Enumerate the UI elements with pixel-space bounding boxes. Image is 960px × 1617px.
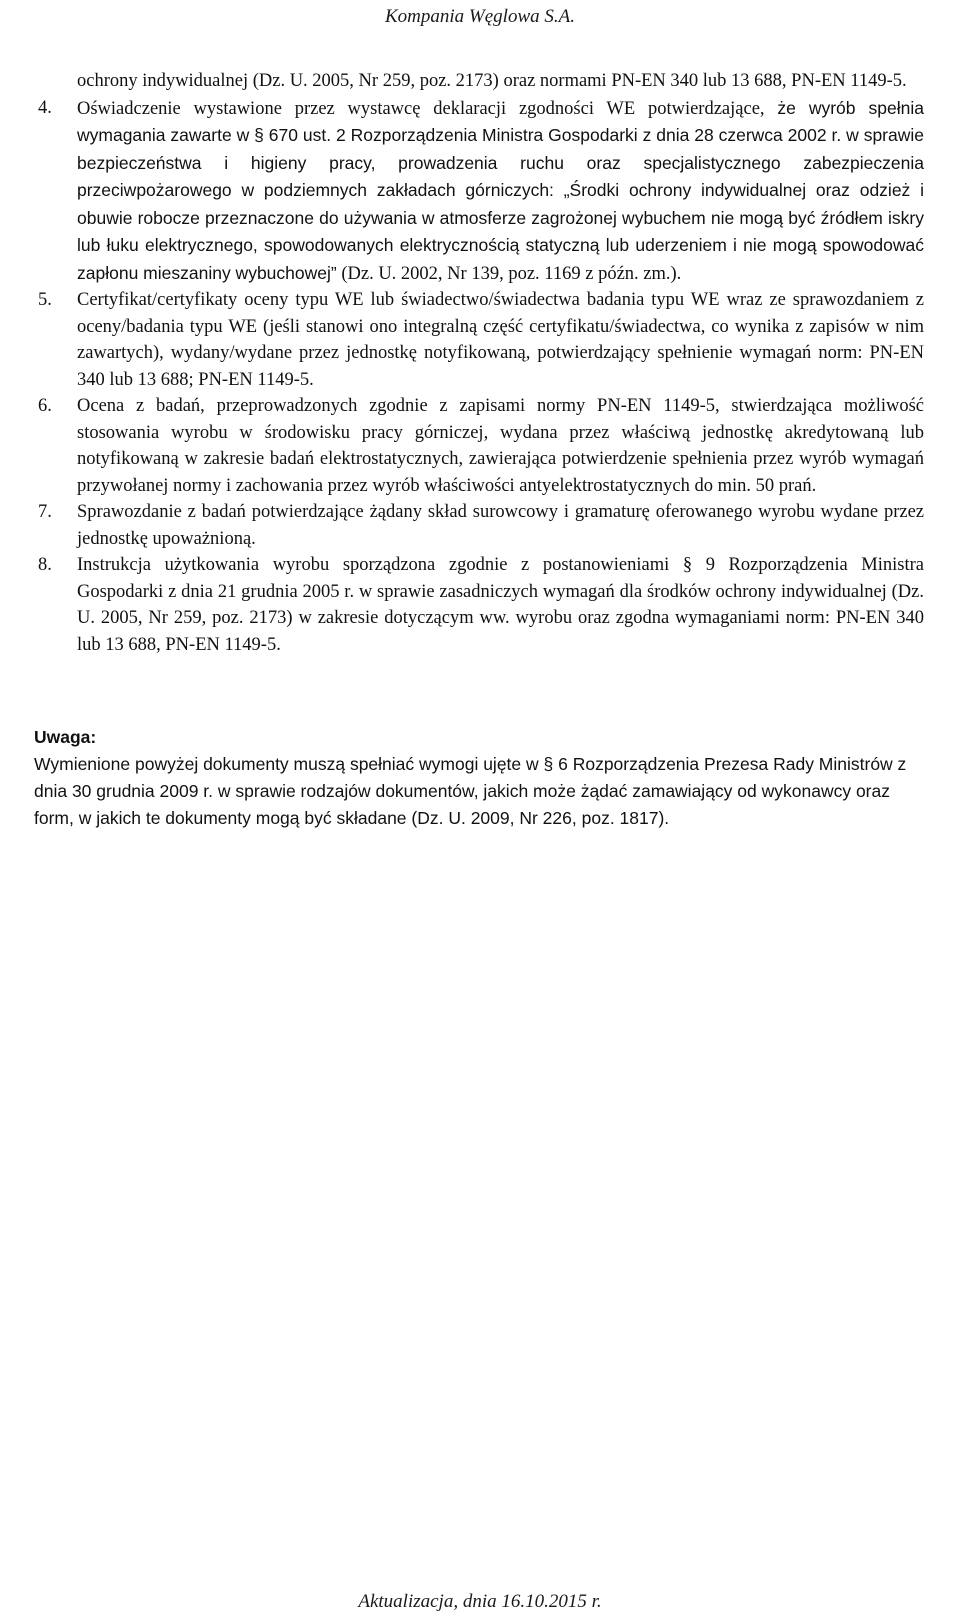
list-item-5 <box>34 287 924 393</box>
page-header-company: Kompania Węglowa S.A. <box>385 6 575 27</box>
item-number: 6. <box>38 396 52 416</box>
requirements-list <box>34 68 924 658</box>
item-number: 8. <box>38 555 52 575</box>
item-number: 5. <box>38 290 52 310</box>
list-item-4 <box>34 95 924 288</box>
item-text: Sprawozdanie z badań potwierdzające żądany skład surowcowy i gramaturę oferowanego wyrobu wydane przez jednostkę upoważnioną. <box>77 502 924 549</box>
item-text: Instrukcja użytkowania wyrobu sporządzona zgodnie z postanowieniami § 9 Rozporządzenia Ministra Gospodarki z dnia 21 grudnia 2005 r. w sprawie zasadniczych wymagań dla środków ochrony indywidualnej (Dz. U. 2005, Nr 259, poz. 2173) w zakresie dotyczącym ww. wyrobu oraz zgodna wymaganiami norm: PN-EN 340 lub 13 688, PN-EN 1149-5. <box>77 555 924 655</box>
document-body <box>34 68 924 832</box>
page-footer-update-date: Aktualizacja, dnia 16.10.2015 r. <box>358 1591 602 1612</box>
list-item-6 <box>34 393 924 499</box>
item-text-sans: że wyrób spełnia wymagania zawarte w § 670 ust. 2 Rozporządzenia Ministra Gospodarki z dnia 28 czerwca 2002 r. w sprawie bezpieczeństwa i higieny pracy, prowadzenia ruchu oraz specjalistycznego zabezpieczenia przeciwpożarowego w podziemnych zakładach górniczych: „Środki ochrony indywidualnej oraz odzież i obuwie robocze przeznaczone do używania w atmosferze zagrożonej wybuchem nie mogą być źródłem iskry lub łuku elektrycznego, spowodowanych elektrycznością statyczną lub uderzeniem i nie mogą spowodować zapłonu mieszaniny wybuchowej” <box>77 97 924 283</box>
note-section <box>34 724 924 832</box>
item-text-serif: Oświadczenie wystawione przez wystawcę deklaracji zgodności WE potwierdzające, <box>77 98 778 119</box>
list-item-continuation <box>34 68 924 95</box>
list-item-8 <box>34 552 924 658</box>
item-number: 7. <box>38 502 52 522</box>
note-body: Wymienione powyżej dokumenty muszą spełniać wymogi ujęte w § 6 Rozporządzenia Prezesa Rady Ministrów z dnia 30 grudnia 2009 r. w sprawie rodzajów dokumentów, jakich może żądać zamawiający od wykonawcy oraz form, w jakich te dokumenty mogą być składane (Dz. U. 2009, Nr 226, poz. 1817). <box>34 754 907 828</box>
item-number: 4. <box>38 97 52 118</box>
item-text: Certyfikat/certyfikaty oceny typu WE lub świadectwo/świadectwa badania typu WE wraz ze sprawozdaniem z oceny/badania typu WE (jeśli stanowi ono integralną część certyfikatu/świadectwa, co wynika z zapisów w nim zawartych), wydany/wydane przez jednostkę notyfikowaną, potwierdzający spełnienie wymagań norm: PN-EN 340 lub 13 688; PN-EN 1149-5. <box>77 290 924 390</box>
item-text: Ocena z badań, przeprowadzonych zgodnie z zapisami normy PN-EN 1149-5, stwierdzająca możliwość stosowania wyrobu w środowisku pracy górniczej, wydana przez właściwą jednostkę akredytowaną lub notyfikowaną w zakresie badań elektrostatycznych, zawierająca potwierdzenie spełnienia przez wyrób wymagań przywołanej normy i zachowania przez wyrób właściwości antyelektrostatycznych do min. 50 prań. <box>77 396 924 496</box>
note-heading: Uwaga: <box>34 727 97 747</box>
list-item-7 <box>34 499 924 552</box>
continuation-text: ochrony indywidualnej (Dz. U. 2005, Nr 259, poz. 2173) oraz normami PN-EN 340 lub 13 688, PN-EN 1149-5. <box>77 71 907 91</box>
item-text-tail: (Dz. U. 2002, Nr 139, poz. 1169 z późn. zm.). <box>336 263 682 284</box>
